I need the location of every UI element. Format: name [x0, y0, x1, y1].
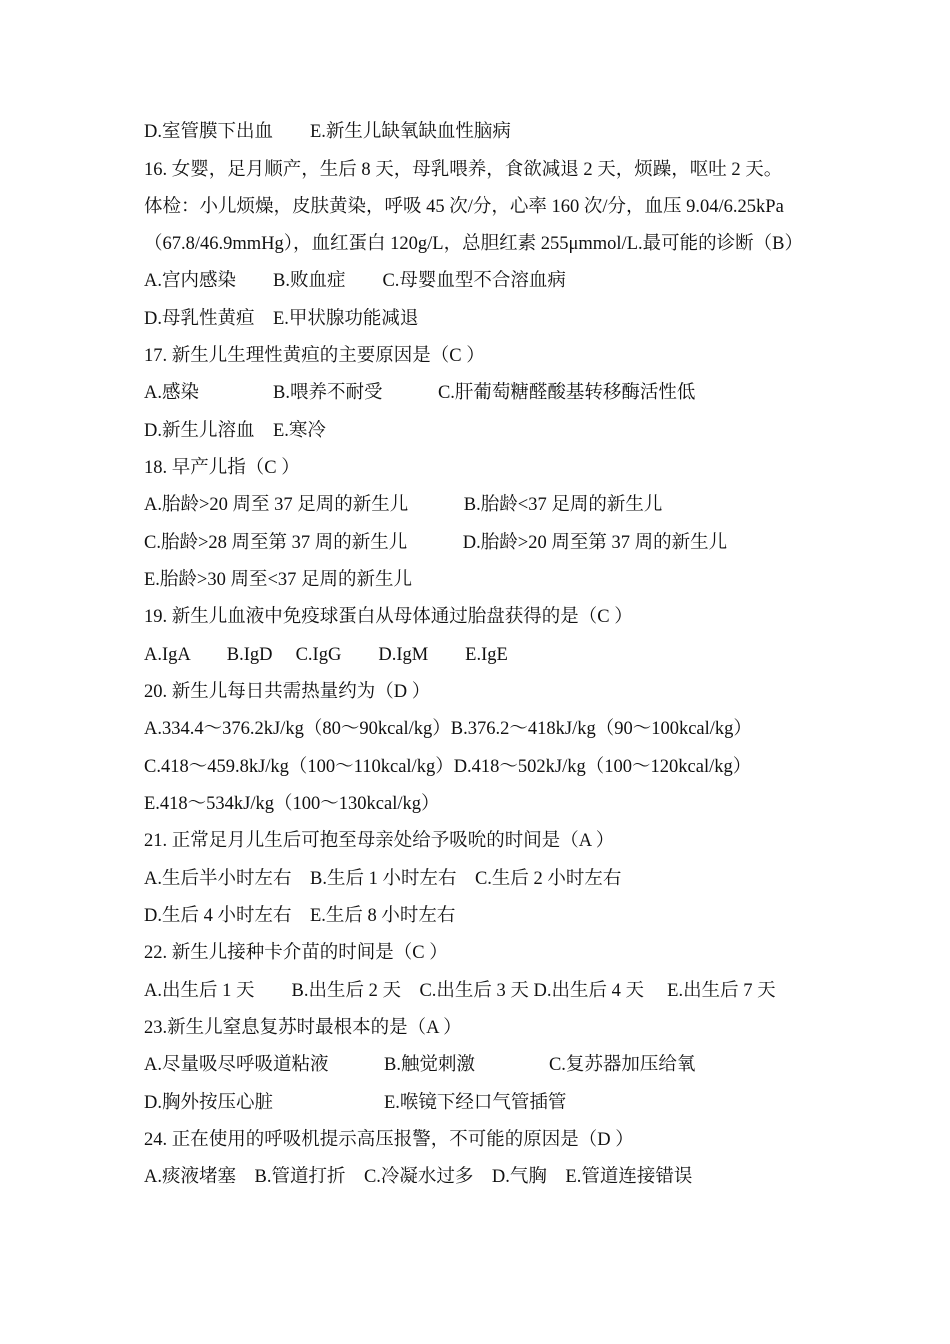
option-line: C.418～459.8kJ/kg（100～110kcal/kg）D.418～502kJ/kg（100～120kcal/kg） — [144, 757, 752, 777]
option-line: A.出生后 1 天 B.出生后 2 天 C.出生后 3 天 D.出生后 4 天 E.出生后 7 天 — [144, 981, 776, 1001]
option-line: C.胎龄>28 周至第 37 周的新生儿 D.胎龄>20 周至第 37 周的新生儿 — [144, 533, 728, 553]
option-line: A.宫内感染 B.败血症 C.母婴血型不合溶血病 — [144, 271, 566, 291]
question-23: 23.新生儿窒息复苏时最根本的是（A ） — [144, 1018, 462, 1038]
question-19: 19. 新生儿血液中免疫球蛋白从母体通过胎盘获得的是（C ） — [144, 607, 633, 627]
option-line: A.334.4～376.2kJ/kg（80～90kcal/kg）B.376.2～418kJ/kg（90～100kcal/kg） — [144, 719, 752, 739]
question-16: 16. 女婴，足月顺产，生后 8 天，母乳喂养，食欲减退 2 天，烦躁，呕吐 2 天。 — [144, 160, 783, 180]
question-21: 21. 正常足月儿生后可抱至母亲处给予吸吮的时间是（A ） — [144, 831, 615, 851]
option-line: A.痰液堵塞 B.管道打折 C.冷凝水过多 D.气胸 E.管道连接错误 — [144, 1167, 693, 1187]
option-line: A.IgA B.IgD C.IgG D.IgM E.IgE — [144, 645, 508, 665]
question-24: 24. 正在使用的呼吸机提示高压报警，不可能的原因是（D ） — [144, 1130, 634, 1150]
option-line: D.生后 4 小时左右 E.生后 8 小时左右 — [144, 906, 456, 926]
question-22: 22. 新生儿接种卡介苗的时间是（C ） — [144, 943, 448, 963]
question-18: 18. 早产儿指（C ） — [144, 458, 300, 478]
question-20: 20. 新生儿每日共需热量约为（D ） — [144, 682, 431, 702]
text-line: D.室管膜下出血 E.新生儿缺氧缺血性脑病 — [144, 122, 511, 142]
option-line: D.母乳性黄疸 E.甲状腺功能减退 — [144, 309, 419, 329]
option-line: A.尽量吸尽呼吸道粘液 B.触觉刺激 C.复苏器加压给氧 — [144, 1055, 696, 1075]
option-line: A.胎龄>20 周至 37 足周的新生儿 B.胎龄<37 足周的新生儿 — [144, 495, 663, 515]
text-line: 体检：小儿烦燥，皮肤黄染，呼吸 45 次/分，心率 160 次/分，血压 9.04/6.25kPa — [144, 197, 784, 217]
option-line: A.感染 B.喂养不耐受 C.肝葡萄糖醛酸基转移酶活性低 — [144, 383, 696, 403]
option-line: A.生后半小时左右 B.生后 1 小时左右 C.生后 2 小时左右 — [144, 869, 622, 889]
option-line: E.418～534kJ/kg（100～130kcal/kg） — [144, 794, 440, 814]
option-line: D.胸外按压心脏 E.喉镜下经口气管插管 — [144, 1093, 567, 1113]
text-line: （67.8/46.9mmHg），血红蛋白 120g/L，总胆红素 255μmmol/L.最可能的诊断（B） — [144, 234, 803, 254]
option-line: D.新生儿溶血 E.寒冷 — [144, 421, 326, 441]
question-17: 17. 新生儿生理性黄疸的主要原因是（C ） — [144, 346, 485, 366]
option-line: E.胎龄>30 周至<37 足周的新生儿 — [144, 570, 413, 590]
